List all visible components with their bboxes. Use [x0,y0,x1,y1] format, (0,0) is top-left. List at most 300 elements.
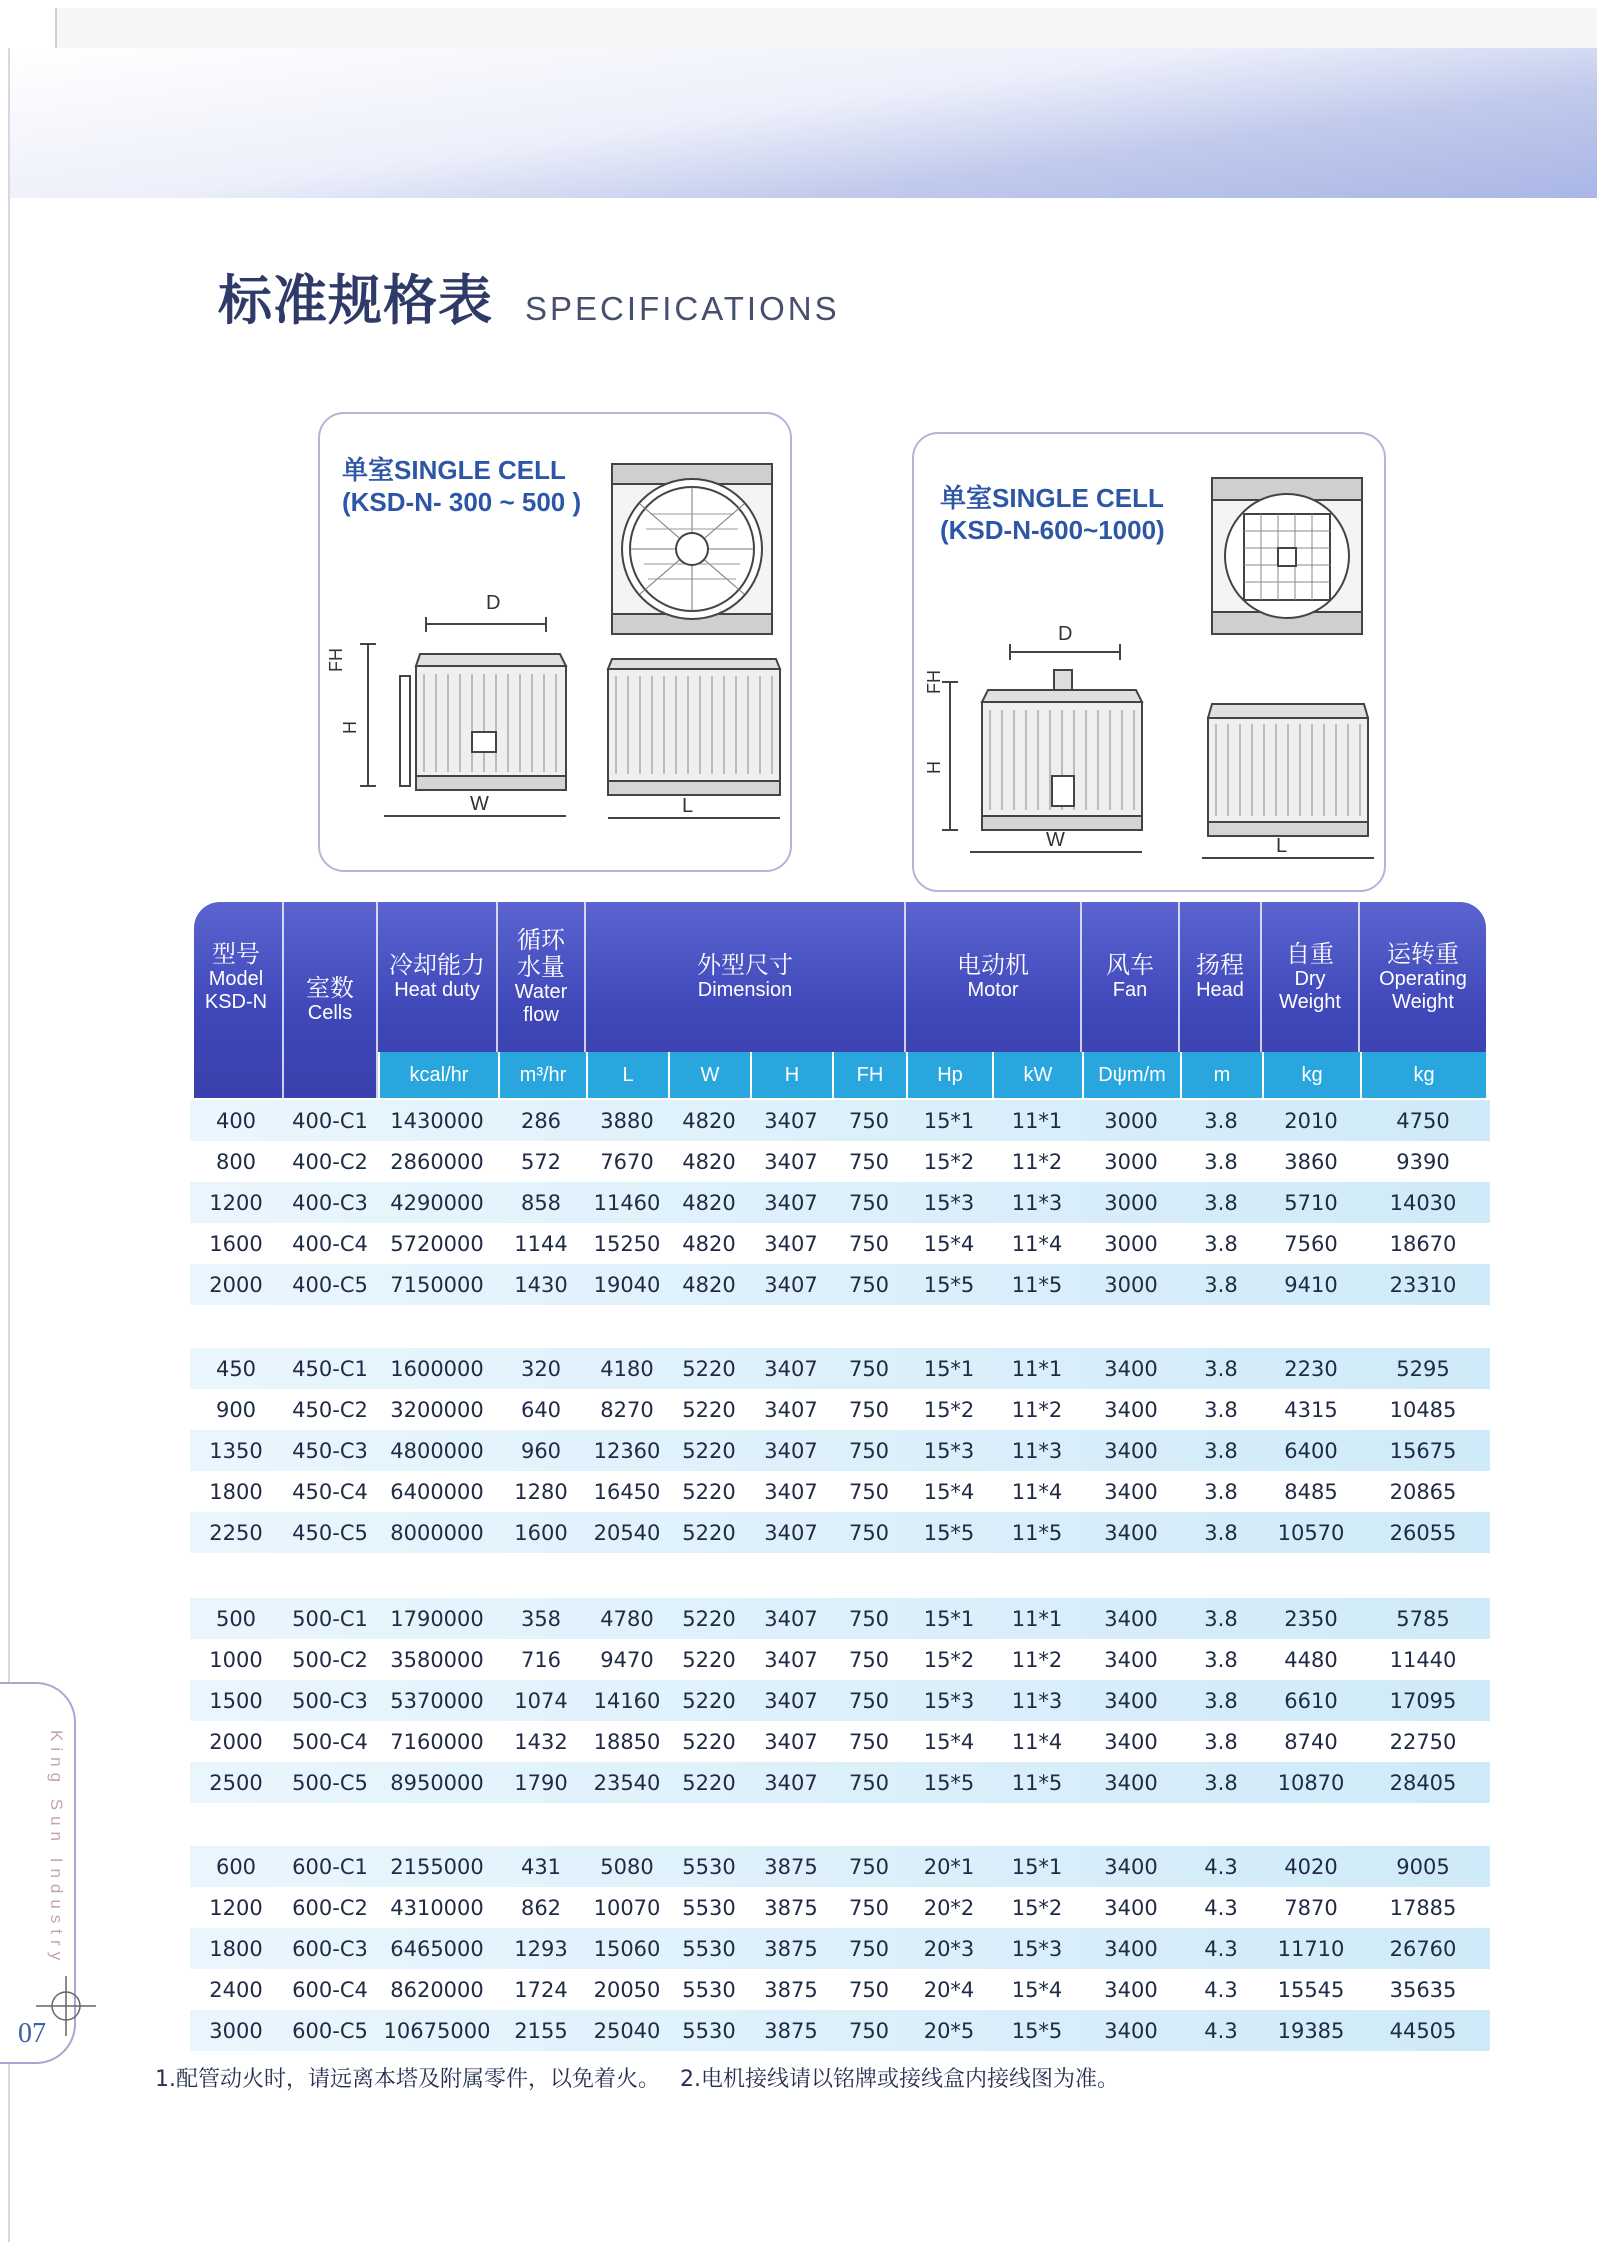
table-cell: 20540 [593,1520,661,1545]
table-header [190,902,1490,1100]
header-model-cn: 型号 [212,940,260,968]
table-cell: 15*4 [1011,1977,1063,2002]
header-divider [1178,902,1180,1052]
header-water-cn1: 循环 [517,927,565,954]
table-cell: 3407 [764,1606,818,1631]
header-dry-en2: Weight [1279,990,1341,1013]
table-cell: 10570 [1277,1520,1345,1545]
table-cell: 3400 [1104,1397,1158,1422]
table-cell: 400-C3 [292,1190,368,1215]
table-cell: 4.3 [1204,2018,1238,2043]
table-cell: 7670 [600,1149,654,1174]
table-cell: 3400 [1104,1977,1158,2002]
header-divider [584,902,586,1052]
header-dry-weight [1262,902,1358,1052]
table-cell: 15*2 [923,1647,975,1672]
table-cell: 2250 [209,1520,263,1545]
table-cell: 1200 [209,1895,263,1920]
table-cell: 750 [848,1895,890,1920]
table-cell: 20*1 [923,1854,975,1879]
unit-l: L [586,1052,668,1098]
table-cell: 8740 [1284,1729,1338,1754]
table-cell: 15*5 [923,1770,975,1795]
dim-label-d: D [486,592,501,614]
table-cell: 4820 [682,1149,736,1174]
diagram-title-line2: (KSD-N-600~1000) [940,515,1165,545]
table-cell: 25040 [593,2018,661,2043]
side-view-drawing [360,617,566,816]
table-cell: 8485 [1284,1479,1338,1504]
table-cell: 1144 [514,1231,568,1256]
table-cell: 15675 [1389,1438,1457,1463]
header-heat-cn: 冷却能力 [389,952,485,979]
table-cell: 3875 [764,2018,818,2043]
table-cell: 5220 [682,1438,736,1463]
table-row [190,1264,1490,1305]
header-fan-cn: 风车 [1106,952,1154,979]
dim-label-w: W [470,793,489,815]
diagram-title-line1: 单室SINGLE CELL [342,455,566,485]
table-cell: 750 [848,1356,890,1381]
table-cell: 1280 [514,1479,568,1504]
table-cell: 10485 [1389,1397,1457,1422]
table-cell: 3875 [764,1895,818,1920]
table-cell: 750 [848,1977,890,2002]
header-divider [282,902,284,1098]
table-cell: 17885 [1389,1895,1457,1920]
table-cell: 8270 [600,1397,654,1422]
table-cell: 11*3 [1011,1688,1063,1713]
table-row [190,1223,1490,1264]
table-cell: 9470 [600,1647,654,1672]
table-cell: 500-C1 [292,1606,368,1631]
table-cell: 3407 [764,1688,818,1713]
table-cell: 15*2 [923,1397,975,1422]
table-row [190,1430,1490,1471]
table-cell: 11*1 [1011,1356,1063,1381]
unit-water: m³/hr [498,1052,586,1098]
table-row [190,1928,1490,1969]
table-cell: 18850 [593,1729,661,1754]
header-divider [1260,902,1262,1052]
table-cell: 4820 [682,1108,736,1133]
table-cell: 750 [848,1770,890,1795]
table-cell: 750 [848,1854,890,1879]
table-cell: 320 [520,1356,562,1381]
table-cell: 11*4 [1011,1231,1063,1256]
header-model-en: Model [208,967,264,990]
header-divider [1080,902,1082,1052]
header-water-cn2: 水量 [517,954,565,981]
header-cells-en: Cells [307,1002,353,1024]
table-cell: 5530 [682,1895,736,1920]
table-cell: 23540 [593,1770,661,1795]
table-cell: 5220 [682,1479,736,1504]
table-cell: 19040 [593,1272,661,1297]
header-water-en2: flow [523,1004,559,1026]
table-cell: 11*2 [1011,1149,1063,1174]
table-cell: 450-C3 [292,1438,368,1463]
table-cell: 800 [215,1149,257,1174]
table-cell: 3000 [1104,1231,1158,1256]
table-cell: 5295 [1396,1356,1450,1381]
side-view-drawing [942,644,1142,852]
header-divider [496,902,498,1052]
table-cell: 9410 [1284,1272,1338,1297]
front-view-drawing [1202,704,1374,858]
table-cell: 5220 [682,1729,736,1754]
table-cell: 28405 [1389,1770,1457,1795]
diagram-single-cell-300-500 [318,412,792,872]
table-cell: 15*4 [923,1479,975,1504]
table-cell: 3400 [1104,1606,1158,1631]
unit-dry: kg [1262,1052,1360,1098]
table-cell: 3407 [764,1356,818,1381]
table-cell: 3407 [764,1397,818,1422]
table-cell: 750 [848,1606,890,1631]
table-cell: 2155 [514,2018,568,2043]
table-cell: 4.3 [1204,1895,1238,1920]
table-cell: 11*4 [1011,1479,1063,1504]
table-cell: 5220 [682,1606,736,1631]
table-cell: 286 [520,1108,562,1133]
table-cell: 2350 [1284,1606,1338,1631]
table-cell: 3400 [1104,1520,1158,1545]
footnote-2: 2.电机接线请以铭牌或接线盒内接线图为准。 [680,2067,1119,2092]
table-cell: 5080 [600,1854,654,1879]
table-cell: 3000 [209,2018,263,2043]
table-cell: 3407 [764,1770,818,1795]
table-cell: 11460 [593,1190,661,1215]
table-cell: 15*4 [923,1729,975,1754]
table-row [190,1846,1490,1887]
table-cell: 3400 [1104,1688,1158,1713]
table-cell: 15060 [593,1936,661,1961]
table-cell: 7870 [1284,1895,1338,1920]
table-cell: 11*2 [1011,1647,1063,1672]
page-title-en: SPECIFICATIONS [525,290,840,327]
table-cell: 11710 [1277,1936,1345,1961]
table-cell: 750 [848,1729,890,1754]
table-cell: 450-C5 [292,1520,368,1545]
table-cell: 750 [848,1272,890,1297]
table-cell: 20865 [1389,1479,1457,1504]
header-fan-en: Fan [1112,979,1148,1001]
table-cell: 1430000 [390,1108,484,1133]
table-cell: 5530 [682,1936,736,1961]
table-cell: 900 [215,1397,257,1422]
table-cell: 3400 [1104,1854,1158,1879]
table-cell: 15*3 [923,1688,975,1713]
header-oper-cn: 运转重 [1387,940,1459,968]
table-cell: 15*5 [923,1520,975,1545]
table-cell: 1600000 [390,1356,484,1381]
table-cell: 10675000 [383,2018,491,2043]
unit-oper: kg [1360,1052,1486,1098]
table-cell: 11*1 [1011,1108,1063,1133]
table-cell: 11*5 [1011,1272,1063,1297]
table-cell: 16450 [593,1479,661,1504]
table-cell: 862 [520,1895,562,1920]
table-cell: 3407 [764,1479,818,1504]
table-cell: 4.3 [1204,1977,1238,2002]
table-row [190,1100,1490,1141]
table-cell: 3400 [1104,1729,1158,1754]
header-model-series: KSD-N [204,990,268,1013]
table-cell: 3407 [764,1190,818,1215]
table-cell: 10870 [1277,1770,1345,1795]
unit-fh: FH [832,1052,906,1098]
table-cell: 4820 [682,1272,736,1297]
table-cell: 1293 [514,1936,568,1961]
table-cell: 750 [848,1190,890,1215]
diagram-title-line2: (KSD-N- 300 ~ 500 ) [342,487,582,517]
table-cell: 4480 [1284,1647,1338,1672]
table-cell: 4750 [1396,1108,1450,1133]
table-cell: 3400 [1104,1936,1158,1961]
table-cell: 5220 [682,1647,736,1672]
table-cell: 1600 [209,1231,263,1256]
table-cell: 2010 [1284,1108,1338,1133]
top-view-drawing [1212,478,1362,634]
table-cell: 26760 [1389,1936,1457,1961]
header-dry-en1: Dry [1294,967,1326,990]
table-cell: 640 [520,1397,562,1422]
table-cell: 750 [848,2018,890,2043]
table-cell: 600-C4 [292,1977,368,2002]
unit-h: H [750,1052,832,1098]
table-cell: 858 [520,1190,562,1215]
unit-hp: Hp [906,1052,992,1098]
table-cell: 3.8 [1204,1688,1238,1713]
table-cell: 3.8 [1204,1606,1238,1631]
table-cell: 11*4 [1011,1729,1063,1754]
table-cell: 1790 [514,1770,568,1795]
header-model [190,902,282,1052]
unit-heat: kcal/hr [378,1052,498,1098]
table-cell: 400-C4 [292,1231,368,1256]
table-cell: 18670 [1389,1231,1457,1256]
table-cell: 3.8 [1204,1438,1238,1463]
table-row [190,1182,1490,1223]
table-cell: 4780 [600,1606,654,1631]
table-cell: 6400000 [390,1479,484,1504]
dim-label-l: L [1276,835,1288,857]
dim-label-w: W [1046,829,1065,851]
table-cell: 3.8 [1204,1190,1238,1215]
table-cell: 4315 [1284,1397,1338,1422]
dim-label-d: D [1058,623,1073,645]
table-cell: 3200000 [390,1397,484,1422]
header-head-en: Head [1196,979,1244,1001]
table-cell: 1500 [209,1688,263,1713]
table-cell: 750 [848,1688,890,1713]
table-cell: 7560 [1284,1231,1338,1256]
table-cell: 431 [520,1854,562,1879]
cooling-tower-drawing [914,434,1384,890]
table-cell: 3.8 [1204,1108,1238,1133]
top-view-drawing [612,464,772,634]
table-cell: 400-C2 [292,1149,368,1174]
table-cell: 4820 [682,1231,736,1256]
table-cell: 15*1 [923,1356,975,1381]
table-cell: 15*2 [923,1149,975,1174]
table-cell: 1800 [209,1479,263,1504]
table-cell: 4800000 [390,1438,484,1463]
page-number: 07 [18,2018,46,2049]
table-cell: 1200 [209,1190,263,1215]
table-cell: 500-C3 [292,1688,368,1713]
table-cell: 11*1 [1011,1606,1063,1631]
header-water-flow [498,902,584,1052]
table-cell: 5220 [682,1356,736,1381]
header-head [1180,902,1260,1052]
table-cell: 3.8 [1204,1479,1238,1504]
table-cell: 960 [520,1438,562,1463]
table-cell: 2860000 [390,1149,484,1174]
table-cell: 15545 [1277,1977,1345,2002]
table-cell: 15*1 [923,1108,975,1133]
table-cell: 1724 [514,1977,568,2002]
table-cell: 20*2 [923,1895,975,1920]
table-cell: 8000000 [390,1520,484,1545]
table-cell: 15*5 [1011,2018,1063,2043]
table-cell: 4180 [600,1356,654,1381]
header-heat-duty [378,902,496,1052]
table-cell: 600-C3 [292,1936,368,1961]
table-cell: 11440 [1389,1647,1457,1672]
table-cell: 6400 [1284,1438,1338,1463]
table-cell: 750 [848,1936,890,1961]
table-cell: 3400 [1104,1895,1158,1920]
table-cell: 9390 [1396,1149,1450,1174]
table-cell: 3407 [764,1272,818,1297]
table-cell: 9005 [1396,1854,1450,1879]
table-cell: 20*5 [923,2018,975,2043]
table-cell: 3.8 [1204,1231,1238,1256]
table-cell: 750 [848,1108,890,1133]
table-cell: 3400 [1104,1438,1158,1463]
table-cell: 3400 [1104,1479,1158,1504]
unit-kw: kW [992,1052,1082,1098]
table-cell: 3407 [764,1149,818,1174]
table-cell: 26055 [1389,1520,1457,1545]
table-cell: 15*1 [923,1606,975,1631]
table-cell: 8620000 [390,1977,484,2002]
table-cell: 6465000 [390,1936,484,1961]
table-cell: 10070 [593,1895,661,1920]
table-cell: 2000 [209,1729,263,1754]
table-cell: 5785 [1396,1606,1450,1631]
table-cell: 750 [848,1397,890,1422]
table-cell: 44505 [1389,2018,1457,2043]
table-cell: 5710 [1284,1190,1338,1215]
table-cell: 5220 [682,1770,736,1795]
dim-label-fh: FH [924,670,944,694]
header-dimension-cn: 外型尺寸 [697,952,793,979]
table-row [190,1598,1490,1639]
table-cell: 1000 [209,1647,263,1672]
table-cell: 400-C1 [292,1108,368,1133]
table-cell: 1350 [209,1438,263,1463]
table-cell: 11*2 [1011,1397,1063,1422]
table-cell: 11*5 [1011,1520,1063,1545]
table-cell: 600 [215,1854,257,1879]
table-cell: 11*3 [1011,1438,1063,1463]
table-cell: 3000 [1104,1272,1158,1297]
header-motor [906,902,1080,1052]
front-view-drawing [608,659,780,818]
table-cell: 2000 [209,1272,263,1297]
table-cell: 4820 [682,1190,736,1215]
table-cell: 3.8 [1204,1729,1238,1754]
table-cell: 3875 [764,1977,818,2002]
page-title-cn: 标准规格表 [218,269,493,332]
table-cell: 3880 [600,1108,654,1133]
table-cell: 3.8 [1204,1647,1238,1672]
table-cell: 3400 [1104,1770,1158,1795]
table-cell: 5220 [682,1397,736,1422]
table-cell: 22750 [1389,1729,1457,1754]
table-cell: 3407 [764,1729,818,1754]
table-cell: 4.3 [1204,1936,1238,1961]
header-heat-en: Heat duty [394,979,480,1001]
header-head-cn: 扬程 [1196,952,1244,979]
table-cell: 15*3 [923,1190,975,1215]
table-cell: 3.8 [1204,1770,1238,1795]
header-cells-cn: 室数 [306,975,354,1002]
dim-label-l: L [682,795,694,817]
table-row [190,1141,1490,1182]
table-cell: 3580000 [390,1647,484,1672]
table-cell: 7150000 [390,1272,484,1297]
table-cell: 1800 [209,1936,263,1961]
table-cell: 750 [848,1647,890,1672]
unit-fan: Dψm/m [1082,1052,1180,1098]
table-cell: 3.8 [1204,1356,1238,1381]
table-row [190,1762,1490,1803]
table-cell: 3407 [764,1647,818,1672]
table-cell: 572 [520,1149,562,1174]
table-cell: 3.8 [1204,1520,1238,1545]
diagram-title-line1: 单室SINGLE CELL [940,483,1164,513]
unit-w: W [668,1052,750,1098]
header-gradient-band [10,48,1597,198]
table-cell: 35635 [1389,1977,1457,2002]
header-cells [284,902,376,1098]
table-cell: 600-C5 [292,2018,368,2043]
table-cell: 750 [848,1438,890,1463]
table-cell: 750 [848,1149,890,1174]
header-motor-en: Motor [967,979,1019,1001]
header-divider [904,902,906,1052]
table-cell: 7160000 [390,1729,484,1754]
table-cell: 14160 [593,1688,661,1713]
table-cell: 500-C4 [292,1729,368,1754]
table-cell: 3407 [764,1438,818,1463]
table-cell: 15250 [593,1231,661,1256]
table-cell: 5530 [682,1977,736,2002]
dim-label-h: H [340,721,360,734]
table-cell: 3400 [1104,1647,1158,1672]
table-cell: 450-C1 [292,1356,368,1381]
header-operating-weight [1360,902,1486,1052]
table-cell: 15*5 [923,1272,975,1297]
table-cell: 3000 [1104,1108,1158,1133]
table-cell: 3.8 [1204,1149,1238,1174]
table-cell: 23310 [1389,1272,1457,1297]
brand-vertical-text: King Sun Industry [47,1730,66,1967]
